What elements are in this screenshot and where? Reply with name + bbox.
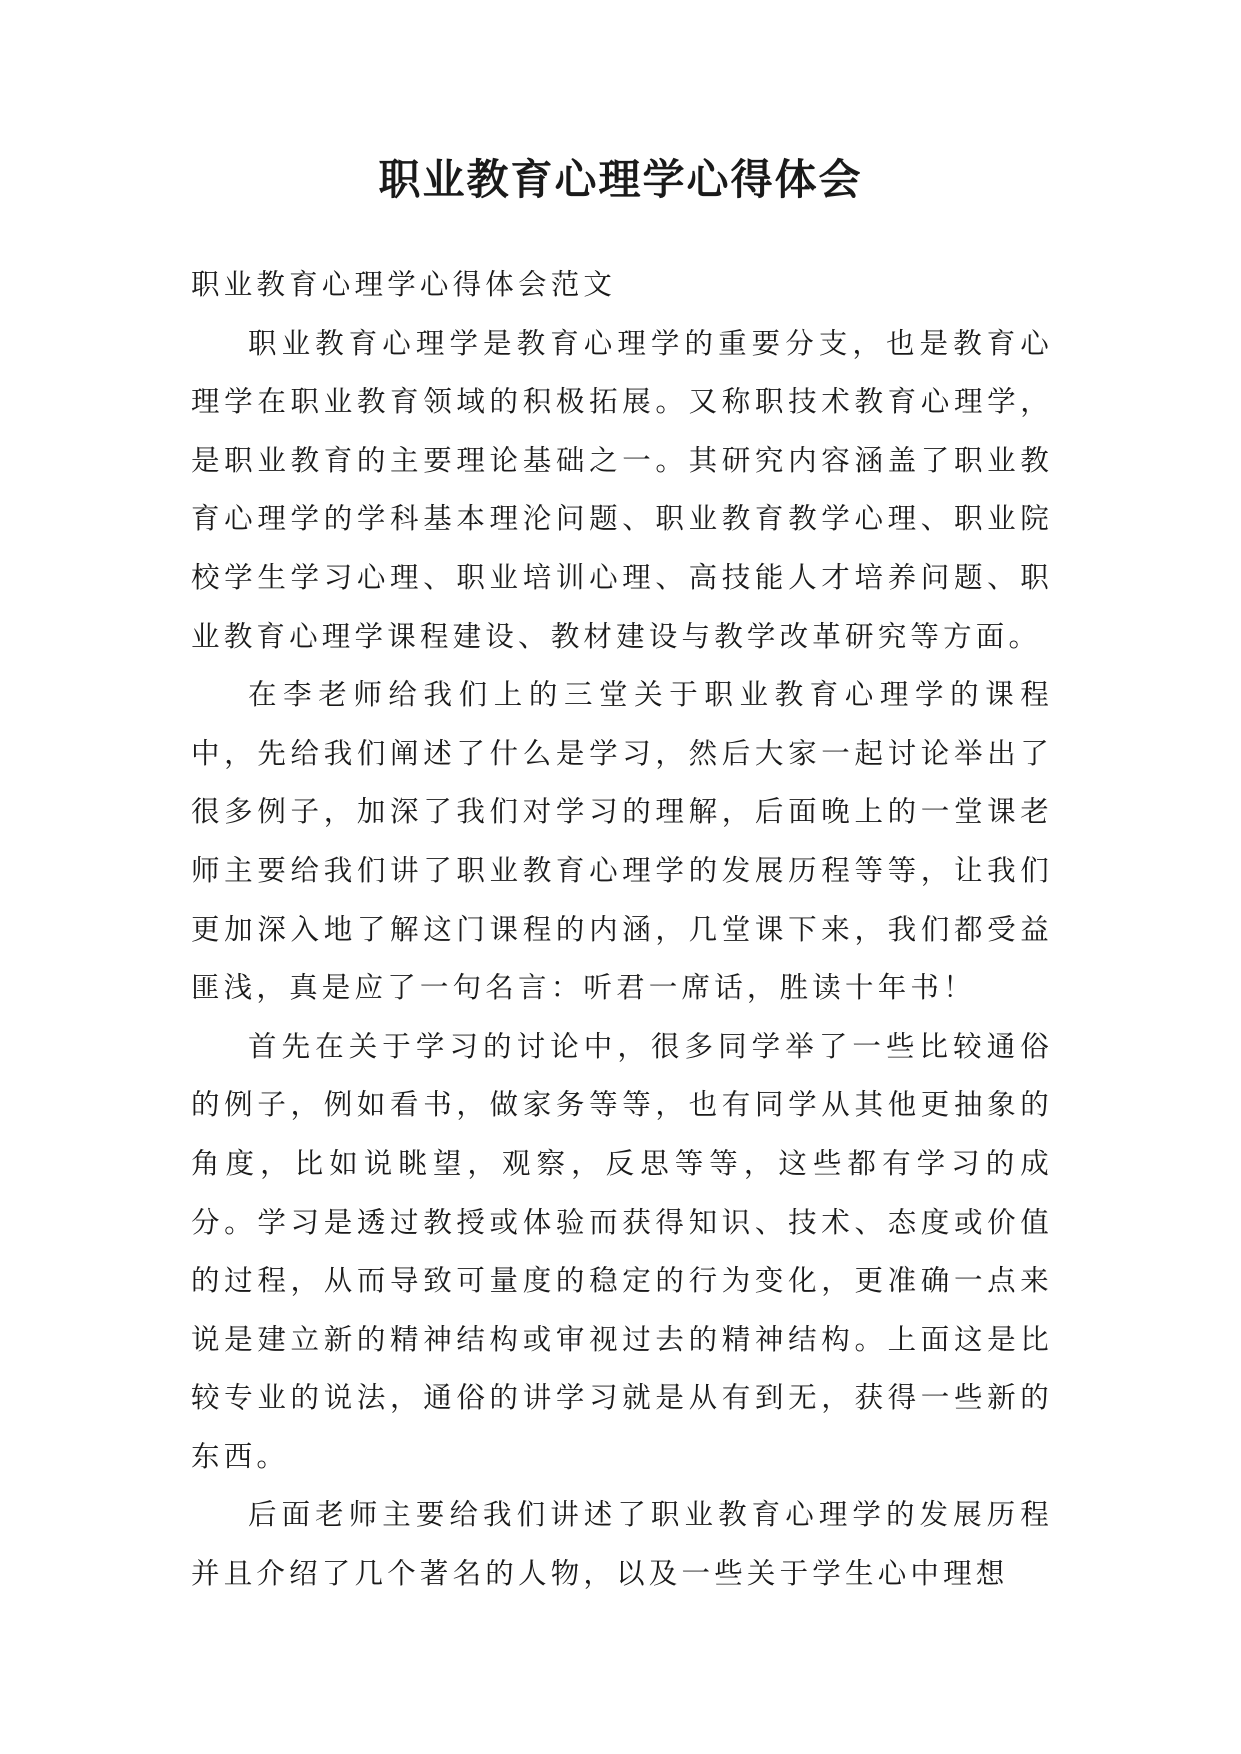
paragraph-2: 在李老师给我们上的三堂关于职业教育心理学的课程中，先给我们阐述了什么是学习，然后大家一起讨论举出了很多例子，加深了我们对学习的理解，后面晚上的一堂课老师主要给我们讲了职业教育心理学的发展历程等等，让我们更加深入地了解这门课程的内涵，几堂课下来，我们都受益匪浅，真是应了一句名言：听君一席话，胜读十年书！ <box>191 678 1053 1005</box>
document-body <box>191 256 1053 1604</box>
paragraph-1: 职业教育心理学是教育心理学的重要分支，也是教育心理学在职业教育领域的积极拓展。又称职技术教育心理学，是职业教育的主要理论基础之一。其研究内容涵盖了职业教育心理学的学科基本理沦问题、职业教育教学心理、职业院校学生学习心理、职业培训心理、高技能人才培养问题、职业教育心理学课程建设、教材建设与教学改革研究等方面。 <box>191 326 1053 653</box>
paragraph-3: 首先在关于学习的讨论中，很多同学举了一些比较通俗的例子，例如看书，做家务等等，也有同学从其他更抽象的角度，比如说眺望，观察，反思等等，这些都有学习的成分。学习是透过教授或体验而获得知识、技术、态度或价值的过程，从而导致可量度的稳定的行为变化，更准确一点来说是建立新的精神结构或审视过去的精神结构。上面这是比较专业的说法，通俗的讲学习就是从有到无，获得一些新的东西。 <box>191 1029 1053 1473</box>
document-title: 职业教育心理学心得体会 <box>378 155 863 204</box>
document-subtitle: 职业教育心理学心得体会范文 <box>191 268 617 301</box>
paragraph-4: 后面老师主要给我们讲述了职业教育心理学的发展历程并且介绍了几个著名的人物，以及一些关于学生心中理想 <box>191 1498 1053 1591</box>
